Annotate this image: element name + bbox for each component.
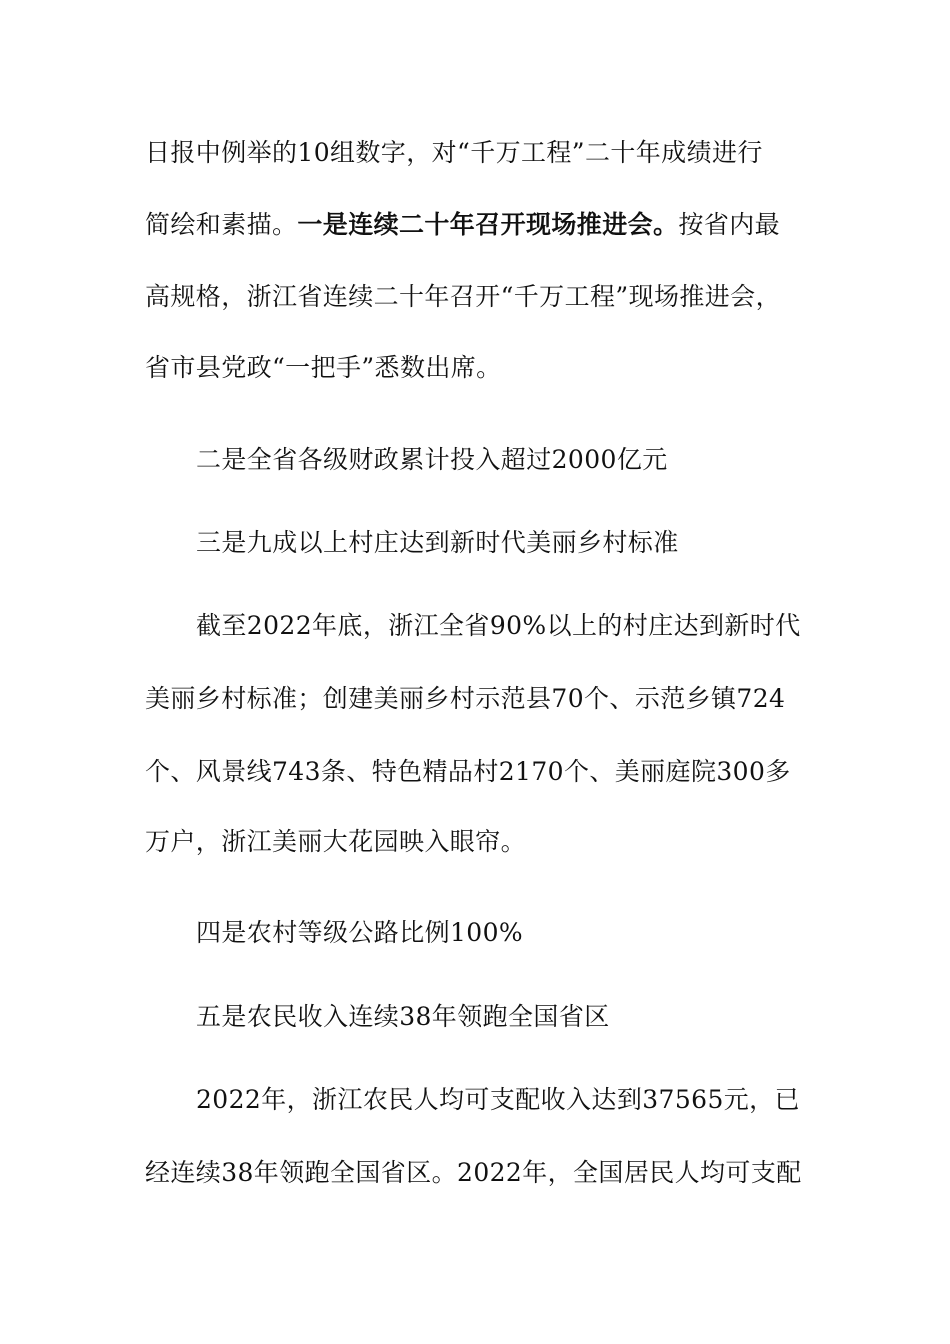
heading-4: 四是农村等级公路比例100% [196, 918, 524, 947]
paragraph-3-line-3: 个、风景线743条、特色精品村2170个、美丽庭院300多 [145, 757, 791, 786]
paragraph-1-line-4: 省市县党政“一把手”悉数出席。 [145, 353, 502, 382]
bold-heading-1: 一是连续二十年召开现场推进会。 [297, 210, 679, 239]
paragraph-1-line-2-end: 按省内最 [678, 210, 781, 239]
paragraph-1-line-2-start: 简绘和素描。 [145, 210, 298, 239]
paragraph-3-line-2: 美丽乡村标准；创建美丽乡村示范县70个、示范乡镇724 [145, 684, 786, 713]
paragraph-5-line-2: 经连续38年领跑全国省区。2022年，全国居民人均可支配 [145, 1158, 802, 1187]
paragraph-5-line-1: 2022年，浙江农民人均可支配收入达到37565元，已 [196, 1085, 800, 1114]
paragraph-3-line-1: 截至2022年底，浙江全省90%以上的村庄达到新时代 [196, 611, 801, 640]
paragraph-1-line-2 [145, 205, 825, 245]
heading-2: 二是全省各级财政累计投入超过2000亿元 [196, 445, 668, 474]
paragraph-1-line-1: 日报中例举的10组数字，对“千万工程”二十年成绩进行 [145, 138, 763, 167]
paragraph-3-line-4: 万户，浙江美丽大花园映入眼帘。 [145, 827, 527, 856]
paragraph-1-line-3: 高规格，浙江省连续二十年召开“千万工程”现场推进会， [145, 282, 781, 311]
heading-5: 五是农民收入连续38年领跑全国省区 [196, 1002, 610, 1031]
heading-3: 三是九成以上村庄达到新时代美丽乡村标准 [196, 528, 679, 557]
